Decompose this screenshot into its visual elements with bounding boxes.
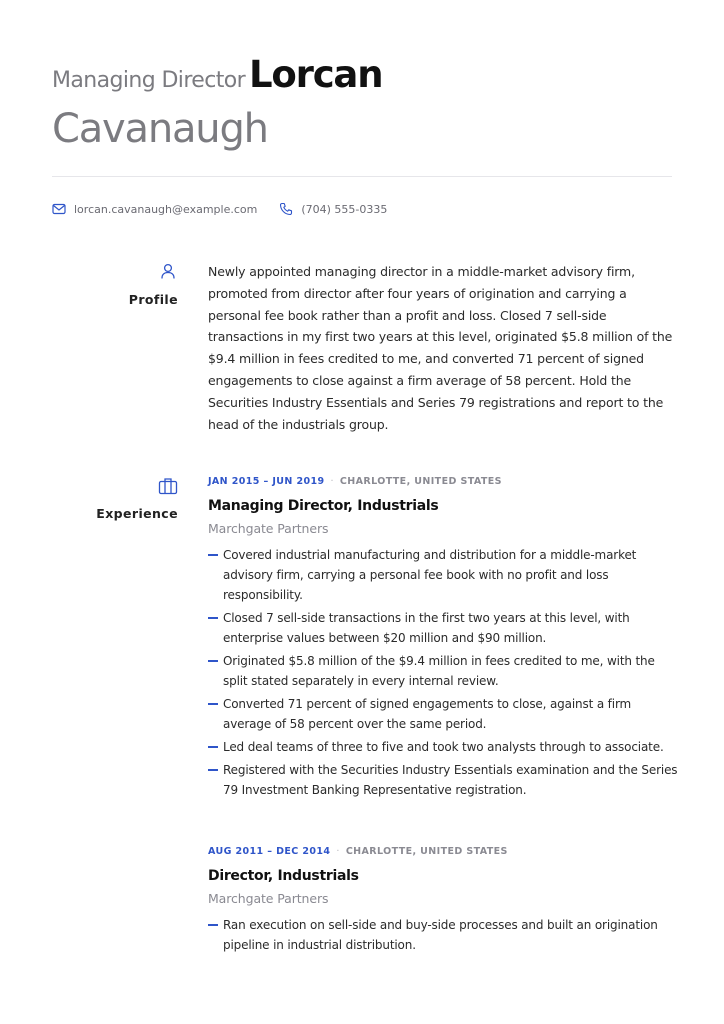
bullet-item (208, 608, 678, 648)
meta-separator: · (330, 476, 334, 487)
bullet-dash (208, 924, 218, 926)
header-divider (52, 176, 672, 177)
title-line (52, 52, 672, 105)
bullet-item (208, 760, 678, 800)
bullet-text: Originated $5.8 million of the $9.4 million in fees credited to me, with the split stated separately in every internal review. (223, 654, 655, 688)
phone-text[interactable]: (704) 555-0335 (301, 202, 388, 216)
job-location: CHARLOTTE, UNITED STATES (345, 846, 508, 857)
job-company: Marchgate Partners (208, 521, 329, 536)
mail-icon (52, 203, 66, 215)
user-icon (159, 262, 177, 280)
bullet-text: Registered with the Securities Industry Essentials examination and the Series 79 Investment Banking Representative registration. (223, 763, 678, 797)
bullet-dash (208, 703, 218, 705)
phone-contact[interactable] (279, 202, 387, 216)
bullet-dash (208, 617, 218, 619)
job-title: Director, Industrials (208, 868, 359, 884)
bullet-item (208, 545, 678, 605)
bullet-dash (208, 769, 218, 771)
bullet-dash (208, 660, 218, 662)
job-title: Managing Director, Industrials (208, 498, 439, 514)
job-meta (208, 475, 678, 489)
first-name: Lorcan (249, 53, 383, 96)
job-location: CHARLOTTE, UNITED STATES (339, 476, 502, 487)
bullet-item (208, 694, 678, 734)
job-company: Marchgate Partners (208, 891, 329, 906)
bullet-item (208, 915, 678, 955)
bullet-item (208, 651, 678, 691)
bullet-text: Closed 7 sell-side transactions in the first two years at this level, with enterprise values between $20 million and $90 million. (223, 611, 630, 645)
job-dates: AUG 2011 – DEC 2014 (208, 846, 331, 857)
email-text[interactable]: lorcan.cavanaugh@example.com (74, 202, 258, 216)
profile-section (208, 261, 678, 435)
briefcase-icon (158, 477, 178, 495)
bullet-text: Led deal teams of three to five and took two analysts through to associate. (223, 740, 664, 754)
job-entry (208, 475, 678, 803)
job-bullets (208, 545, 678, 800)
bullet-text: Converted 71 percent of signed engagements to close, against a firm average of 58 percent over the same period. (223, 697, 632, 731)
job-meta (208, 845, 678, 859)
meta-separator: · (336, 846, 340, 857)
bullet-item (208, 737, 678, 757)
email-contact[interactable] (52, 203, 257, 216)
contact-bar (52, 200, 409, 218)
profile-text: Newly appointed managing director in a middle-market advisory firm, promoted from director after four years of origination and carrying a personal fee book rather than a profit and loss. Closed 7 sell-side transactions in my first two years at this level, originated $5.8 million of the $9.4 million in fees credited to me, and converted 71 percent of signed engagements to close against a firm average of 58 percent. Hold the Securities Industry Essentials and Series 79 registrations and report to the head of the industrials group. (208, 264, 673, 432)
resume-header (52, 52, 672, 153)
job-entry (208, 845, 678, 958)
job-dates: JAN 2015 – JUN 2019 (208, 476, 325, 487)
role-title: Managing Director (52, 68, 246, 93)
bullet-dash (208, 554, 218, 556)
bullet-text: Ran execution on sell-side and buy-side processes and built an origination pipeline in industrial distribution. (223, 918, 658, 952)
profile-label: Profile (128, 292, 178, 307)
job-bullets (208, 915, 678, 955)
last-name: Cavanaugh (52, 106, 268, 152)
bullet-dash (208, 746, 218, 748)
experience-label: Experience (96, 506, 178, 521)
phone-icon (279, 202, 293, 216)
bullet-text: Covered industrial manufacturing and distribution for a middle-market advisory firm, carrying a personal fee book with no profit and loss responsibility. (223, 548, 637, 602)
